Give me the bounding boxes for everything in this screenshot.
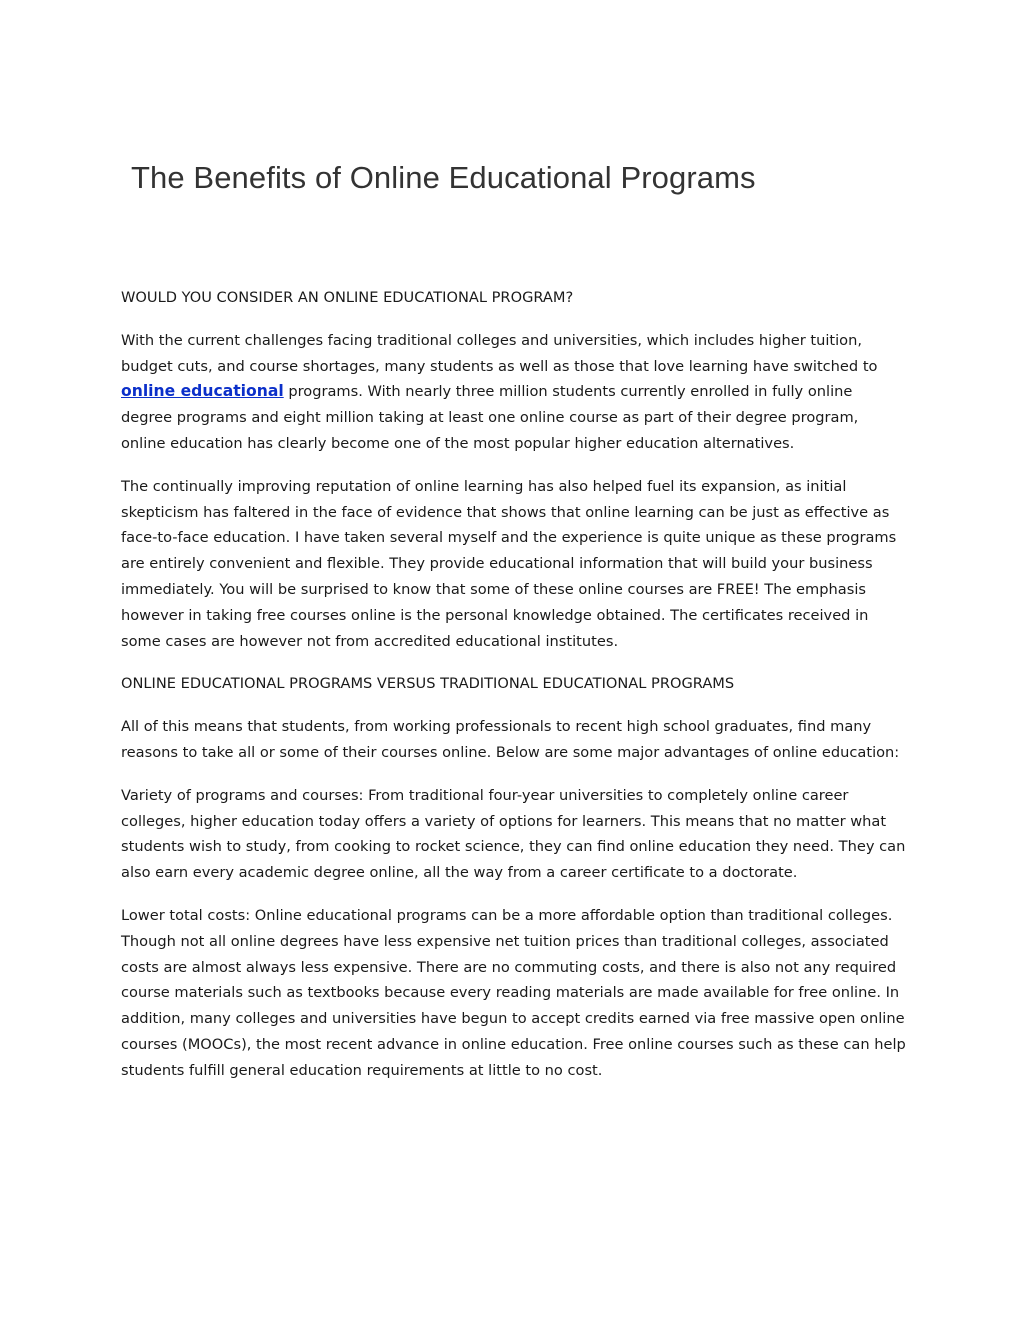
paragraph-intro-text-end: programs. With nearly three million students currently enrolled in fully online degree programs and eight million taking at least one online course as part of their degree program, online education has clearly become one of the most popular higher education alternatives.	[121, 383, 859, 452]
paragraph-variety: Variety of programs and courses: From traditional four-year universities to completely online career colleges, higher education today offers a variety of options for learners. This means that no matter what students wish to study, from cooking to rocket science, they can find online education they need. They can also earn every academic degree online, all the way from a career certificate to a doctorate.	[121, 786, 906, 882]
section-heading-consider: WOULD YOU CONSIDER AN ONLINE EDUCATIONAL PROGRAM?	[121, 289, 574, 306]
paragraph-intro-text-start: With the current challenges facing traditional colleges and universities, which includes higher tuition, budget cuts, and course shortages, many students as well as those that love learning have switched to	[121, 331, 878, 375]
section-heading-versus: ONLINE EDUCATIONAL PROGRAMS VERSUS TRADITIONAL EDUCATIONAL PROGRAMS	[121, 675, 735, 693]
paragraph-reasons: All of this means that students, from working professionals to recent high school graduates, find many reasons to take all or some of their courses online. Below are some major advantages of online education:	[121, 718, 900, 761]
paragraph-intro	[121, 328, 906, 457]
online-educational-link[interactable]: online educational	[121, 382, 284, 401]
document-body	[121, 285, 906, 1101]
paragraph-reputation: The continually improving reputation of online learning has also helped fuel its expansion, as initial skepticism has faltered in the face of evidence that shows that online learning can be just as effective as face-to-face education. I have taken several myself and the experience is quite unique as these programs are entirely convenient and flexible. They provide educational information that will build your business immediately. You will be surprised to know that some of these online courses are FREE! The emphasis however in taking free courses online is the personal knowledge obtained. The certificates received in some cases are however not from accredited educational institutes.	[121, 477, 897, 650]
paragraph-costs: Lower total costs: Online educational programs can be a more affordable option than traditional colleges. Though not all online degrees have less expensive net tuition prices than traditional colleges, associated costs are almost always less expensive. There are no commuting costs, and there is also not any required course materials such as textbooks because every reading materials are made available for free online. In addition, many colleges and universities have begun to accept credits earned via free massive open online courses (MOOCs), the most recent advance in online education. Free online courses such as these can help students fulfill general education requirements at little to no cost.	[121, 906, 906, 1079]
page-title: The Benefits of Online Educational Programs	[131, 160, 756, 195]
